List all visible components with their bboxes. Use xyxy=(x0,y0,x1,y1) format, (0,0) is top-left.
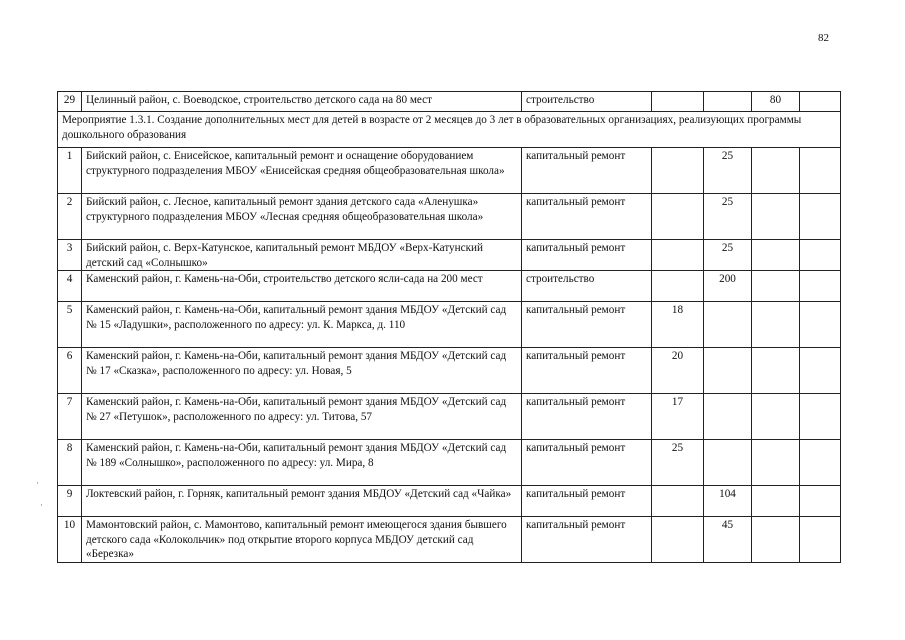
row-value-2 xyxy=(704,348,752,394)
row-value-2: 25 xyxy=(704,148,752,194)
row-value-2 xyxy=(704,302,752,348)
row-description: Целинный район, с. Воеводское, строительство детского сада на 80 мест xyxy=(82,92,522,112)
row-value-4 xyxy=(800,486,841,517)
row-work-type: строительство xyxy=(522,271,652,302)
table-row xyxy=(58,92,841,112)
row-work-type: строительство xyxy=(522,92,652,112)
row-description: Каменский район, г. Камень-на-Оби, капитальный ремонт здания МБДОУ «Детский сад № 15 «Ладушки», расположенного по адресу: ул. К. Маркса, д. 110 xyxy=(82,302,522,348)
row-value-3 xyxy=(752,240,800,271)
row-value-3 xyxy=(752,302,800,348)
table-row xyxy=(58,194,841,240)
row-value-1 xyxy=(652,240,704,271)
table-row xyxy=(58,517,841,563)
row-value-1: 18 xyxy=(652,302,704,348)
row-work-type: капитальный ремонт xyxy=(522,394,652,440)
table-row xyxy=(58,348,841,394)
row-value-3 xyxy=(752,148,800,194)
row-work-type: капитальный ремонт xyxy=(522,194,652,240)
row-value-2: 25 xyxy=(704,194,752,240)
row-value-3 xyxy=(752,486,800,517)
row-value-2 xyxy=(704,92,752,112)
row-number: 6 xyxy=(58,348,82,394)
row-value-1: 20 xyxy=(652,348,704,394)
section-title: Мероприятие 1.3.1. Создание дополнительных мест для детей в возрасте от 2 месяцев до 3 лет в образовательных организациях, реализующих программы дошкольного образования xyxy=(58,112,841,148)
table-row xyxy=(58,302,841,348)
row-work-type: капитальный ремонт xyxy=(522,302,652,348)
row-value-2: 200 xyxy=(704,271,752,302)
row-work-type: капитальный ремонт xyxy=(522,517,652,563)
row-value-4 xyxy=(800,148,841,194)
row-value-4 xyxy=(800,240,841,271)
table-row xyxy=(58,240,841,271)
program-table xyxy=(57,91,841,563)
row-value-4 xyxy=(800,194,841,240)
row-value-1: 17 xyxy=(652,394,704,440)
row-number: 7 xyxy=(58,394,82,440)
row-value-4 xyxy=(800,517,841,563)
row-value-2: 104 xyxy=(704,486,752,517)
row-description: Каменский район, г. Камень-на-Оби, капитальный ремонт здания МБДОУ «Детский сад № 189 «Солнышко», расположенного по адресу: ул. Мира, 8 xyxy=(82,440,522,486)
row-work-type: капитальный ремонт xyxy=(522,348,652,394)
row-description: Бийский район, с. Верх-Катунское, капитальный ремонт МБДОУ «Верх-Катунский детский сад «Солнышко» xyxy=(82,240,522,271)
table-row xyxy=(58,394,841,440)
row-value-2 xyxy=(704,394,752,440)
row-number: 4 xyxy=(58,271,82,302)
scan-speck: · xyxy=(36,478,39,488)
row-value-4 xyxy=(800,92,841,112)
row-work-type: капитальный ремонт xyxy=(522,440,652,486)
section-row xyxy=(58,112,841,148)
row-number: 3 xyxy=(58,240,82,271)
row-description: Каменский район, г. Камень-на-Оби, капитальный ремонт здания МБДОУ «Детский сад № 17 «Сказка», расположенного по адресу: ул. Новая, 5 xyxy=(82,348,522,394)
row-value-4 xyxy=(800,440,841,486)
row-value-1 xyxy=(652,271,704,302)
table-row xyxy=(58,486,841,517)
row-value-1 xyxy=(652,517,704,563)
table-row xyxy=(58,271,841,302)
row-description: Каменский район, г. Камень-на-Оби, капитальный ремонт здания МБДОУ «Детский сад № 27 «Петушок», расположенного по адресу: ул. Титова, 57 xyxy=(82,394,522,440)
row-value-3 xyxy=(752,194,800,240)
row-value-1 xyxy=(652,194,704,240)
row-value-4 xyxy=(800,271,841,302)
row-number: 10 xyxy=(58,517,82,563)
row-description: Мамонтовский район, с. Мамонтово, капитальный ремонт имеющегося здания бывшего детского сада «Колокольчик» под открытие второго корпуса МБДОУ детский сад «Березка» xyxy=(82,517,522,563)
row-value-4 xyxy=(800,394,841,440)
row-description: Бийский район, с. Енисейское, капитальный ремонт и оснащение оборудованием структурного подразделения МБОУ «Енисейская средняя общеобразовательная школа» xyxy=(82,148,522,194)
row-work-type: капитальный ремонт xyxy=(522,486,652,517)
scan-speck: · xyxy=(40,500,43,510)
row-value-3 xyxy=(752,348,800,394)
row-value-1 xyxy=(652,486,704,517)
table-row xyxy=(58,440,841,486)
row-value-4 xyxy=(800,348,841,394)
row-value-2: 45 xyxy=(704,517,752,563)
table-row xyxy=(58,148,841,194)
row-value-1: 25 xyxy=(652,440,704,486)
row-work-type: капитальный ремонт xyxy=(522,240,652,271)
row-value-2: 25 xyxy=(704,240,752,271)
row-number: 9 xyxy=(58,486,82,517)
row-description: Каменский район, г. Камень-на-Оби, строительство детского ясли-сада на 200 мест xyxy=(82,271,522,302)
row-value-3 xyxy=(752,440,800,486)
row-number: 5 xyxy=(58,302,82,348)
row-value-3 xyxy=(752,271,800,302)
row-value-3 xyxy=(752,394,800,440)
row-number: 2 xyxy=(58,194,82,240)
row-value-1 xyxy=(652,148,704,194)
row-number: 29 xyxy=(58,92,82,112)
row-value-2 xyxy=(704,440,752,486)
row-value-1 xyxy=(652,92,704,112)
row-number: 1 xyxy=(58,148,82,194)
row-value-3 xyxy=(752,517,800,563)
row-description: Локтевский район, г. Горняк, капитальный ремонт здания МБДОУ «Детский сад «Чайка» xyxy=(82,486,522,517)
row-description: Бийский район, с. Лесное, капитальный ремонт здания детского сада «Аленушка» структурного подразделения МБОУ «Лесная средняя общеобразовательная школа» xyxy=(82,194,522,240)
page-number: 82 xyxy=(818,32,829,44)
row-work-type: капитальный ремонт xyxy=(522,148,652,194)
row-number: 8 xyxy=(58,440,82,486)
row-value-4 xyxy=(800,302,841,348)
row-value-3: 80 xyxy=(752,92,800,112)
